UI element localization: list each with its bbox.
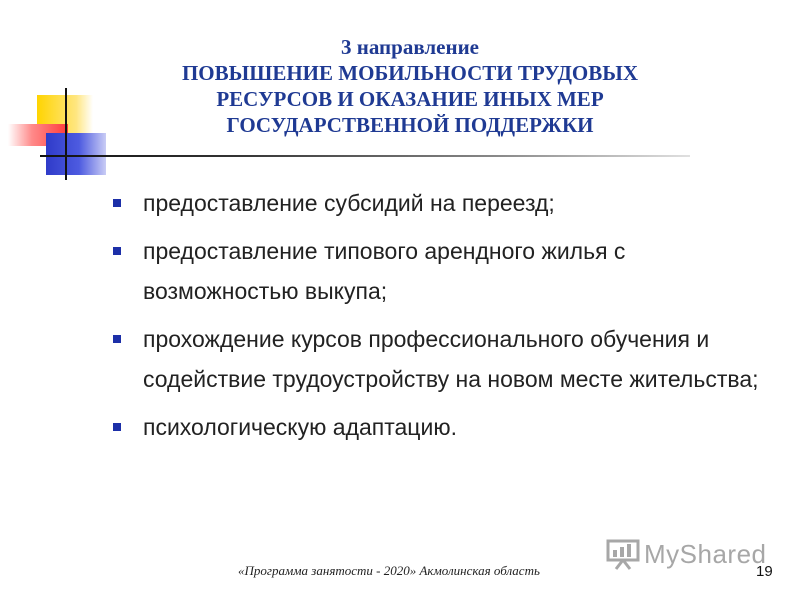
page-number: 19: [756, 563, 773, 580]
bullet-text: предоставление типового арендного жилья с возможностью выкупа;: [143, 238, 626, 304]
square-bullet-icon: [113, 335, 121, 343]
watermark-text: MyShared: [644, 538, 767, 569]
slide-title: [130, 34, 690, 138]
footer-caption: «Программа занятости - 2020» Акмолинская область: [238, 563, 540, 578]
title-underline: [40, 155, 690, 157]
decorative-block-cluster: [0, 0, 140, 190]
square-bullet-icon: [113, 199, 121, 207]
title-subtitle: 3 направление: [340, 35, 480, 59]
bullet-text: предоставление субсидий на переезд;: [143, 190, 555, 216]
bullet-text: психологическую адаптацию.: [143, 414, 457, 440]
watermark: [606, 536, 767, 572]
bullet-item: [110, 183, 760, 223]
bullet-item: [110, 407, 760, 447]
vertical-rule: [65, 88, 67, 180]
title-line-2: РЕСУРСОВ И ОКАЗАНИЕ ИНЫХ МЕР: [216, 87, 604, 111]
blue-square: [46, 133, 106, 175]
square-bullet-icon: [113, 423, 121, 431]
bullet-item: [110, 231, 760, 311]
title-line-3: ГОСУДАРСТВЕННОЙ ПОДДЕРЖКИ: [226, 113, 594, 137]
presentation-board-icon: [606, 538, 640, 570]
bullet-text: прохождение курсов профессионального обучения и содействие трудоустройству на новом месте жительства;: [143, 326, 759, 392]
bullet-list: [110, 183, 760, 455]
square-bullet-icon: [113, 247, 121, 255]
title-line-1: ПОВЫШЕНИЕ МОБИЛЬНОСТИ ТРУДОВЫХ: [181, 61, 639, 85]
bullet-item: [110, 319, 760, 399]
